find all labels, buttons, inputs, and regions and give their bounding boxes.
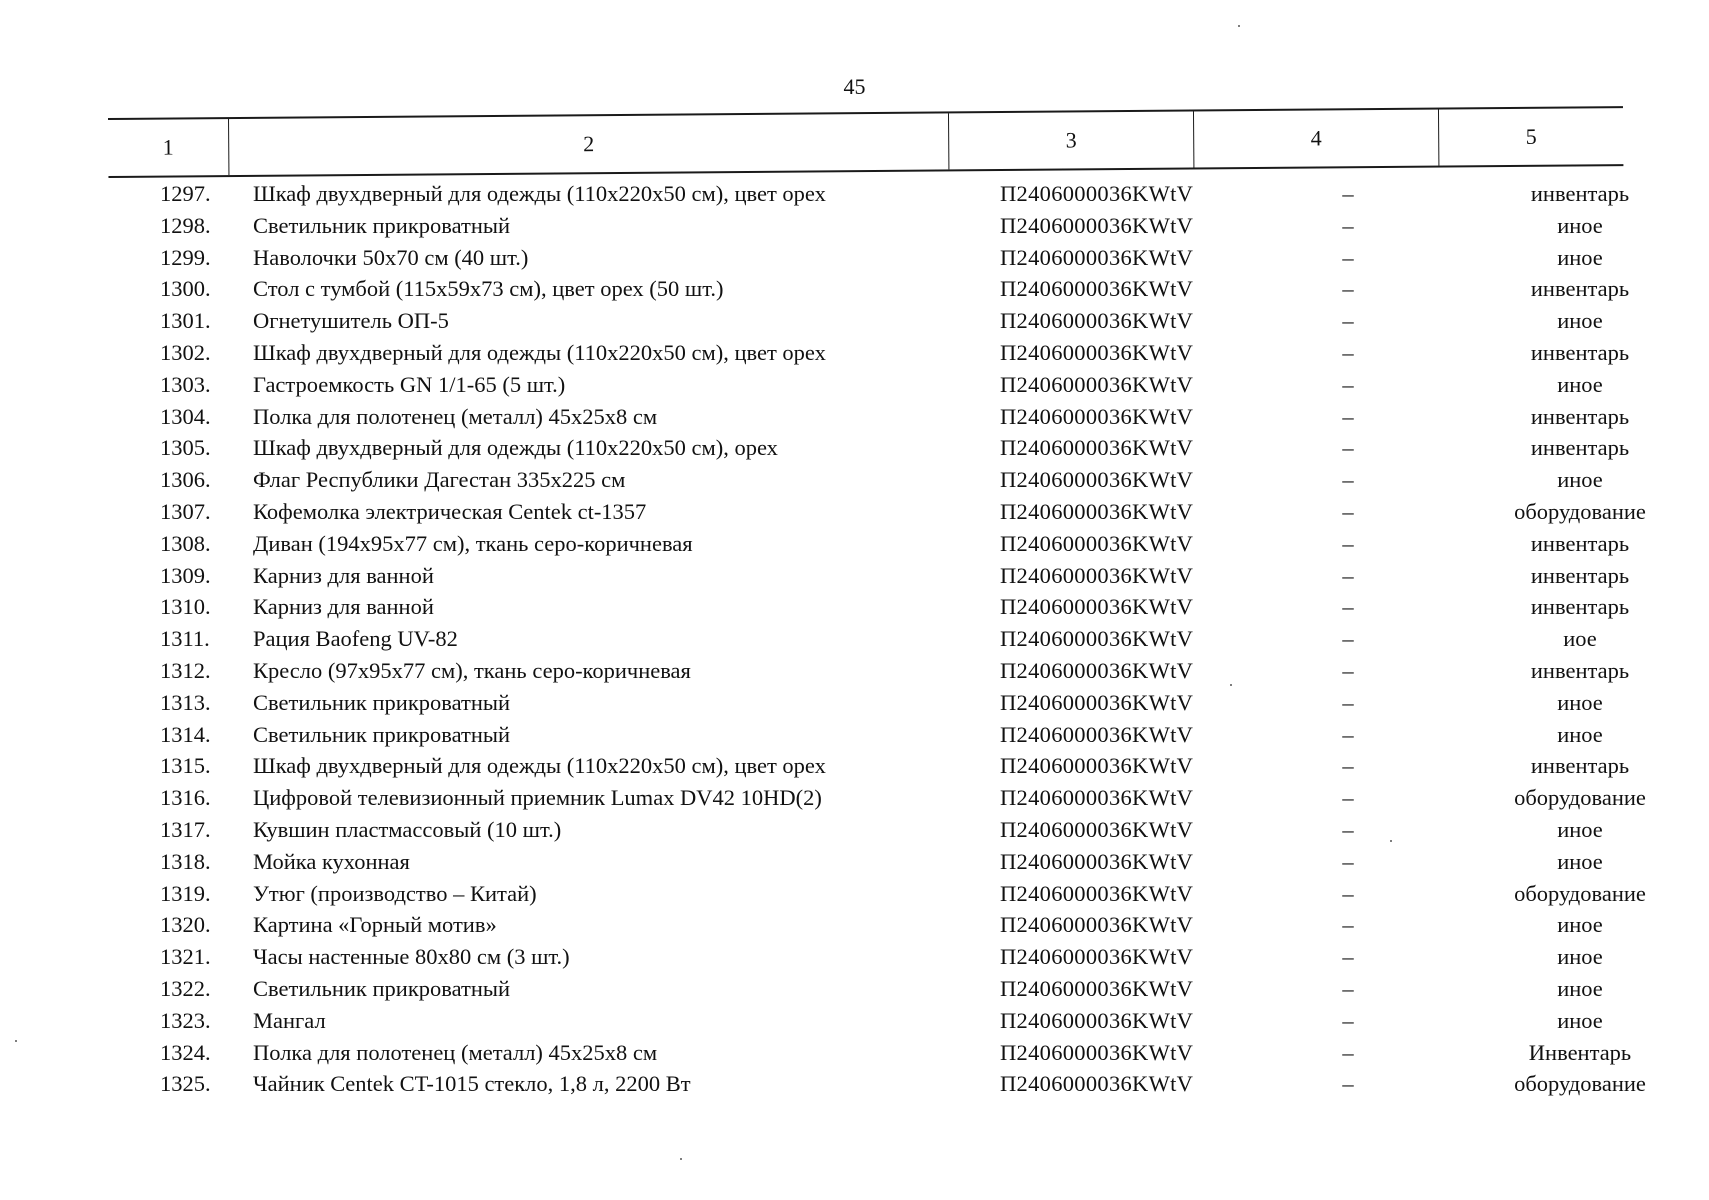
row-item-name: Часы настенные 80х80 см (3 шт.) <box>253 944 570 970</box>
row-code: П2406000036KWtV <box>1000 689 1194 715</box>
row-number: 1313. <box>160 689 211 715</box>
table-row <box>108 814 1638 846</box>
row-number: 1323. <box>160 1007 211 1033</box>
row-number: 1314. <box>160 721 211 747</box>
row-dash: – <box>1342 657 1354 683</box>
table-header <box>108 106 1623 178</box>
row-dash: – <box>1342 816 1354 842</box>
row-item-name: Диван (194х95х77 см), ткань серо-коричневая <box>253 530 693 556</box>
row-number: 1312. <box>160 657 211 683</box>
row-number: 1324. <box>160 1039 211 1065</box>
scan-speck <box>1390 840 1392 842</box>
row-code: П2406000036KWtV <box>1000 657 1194 683</box>
row-code: П2406000036KWtV <box>1000 308 1194 334</box>
table-row <box>108 560 1638 592</box>
row-code: П2406000036KWtV <box>1000 403 1194 429</box>
row-item-name: Карниз для ванной <box>253 562 434 588</box>
row-item-name: Огнетушитель ОП-5 <box>253 308 449 334</box>
row-item-name: Шкаф двухдверный для одежды (110х220х50 см), цвет орех <box>253 339 826 365</box>
row-code: П2406000036KWtV <box>1000 753 1194 779</box>
row-type: инвентарь <box>1530 435 1630 461</box>
row-code: П2406000036KWtV <box>1000 880 1194 906</box>
row-dash: – <box>1342 689 1354 715</box>
table-row <box>108 878 1646 910</box>
row-dash: – <box>1342 785 1354 811</box>
row-item-name: Светильник прикроватный <box>253 975 511 1001</box>
row-number: 1310. <box>160 594 211 620</box>
row-item-name: Полка для полотенец (металл) 45х25х8 см <box>253 403 658 429</box>
row-type: инвентарь <box>1530 276 1630 302</box>
row-number: 1299. <box>160 244 211 270</box>
row-type: иное <box>1557 689 1603 715</box>
table-row <box>108 337 1638 369</box>
row-item-name: Мойка кухонная <box>253 848 410 874</box>
row-item-name: Стол с тумбой (115х59х73 см), цвет орех (50 шт.) <box>253 276 724 302</box>
row-number: 1304. <box>160 403 211 429</box>
row-code: П2406000036KWtV <box>1000 244 1194 270</box>
row-type: оборудование <box>1514 785 1646 811</box>
row-code: П2406000036KWtV <box>1000 1039 1194 1065</box>
row-type: Инвентарь <box>1528 1039 1632 1065</box>
table-row <box>108 719 1638 751</box>
table-row <box>108 1005 1638 1037</box>
table-row <box>108 655 1638 687</box>
row-type: иное <box>1557 721 1603 747</box>
row-number: 1317. <box>160 816 211 842</box>
table-row <box>108 369 1638 401</box>
page-number: 45 <box>843 74 866 99</box>
row-dash: – <box>1342 276 1354 302</box>
row-number: 1309. <box>160 562 211 588</box>
table-row <box>108 750 1638 782</box>
table-row <box>108 623 1638 655</box>
row-dash: – <box>1342 848 1354 874</box>
row-code: П2406000036KWtV <box>1000 276 1194 302</box>
table-row <box>108 591 1638 623</box>
row-type: иное <box>1557 308 1603 334</box>
row-code: П2406000036KWtV <box>1000 339 1194 365</box>
row-code: П2406000036KWtV <box>1000 721 1194 747</box>
row-number: 1298. <box>160 212 211 238</box>
row-code: П2406000036KWtV <box>1000 1071 1194 1097</box>
table-row <box>108 210 1638 242</box>
row-item-name: Гастроемкость GN 1/1-65 (5 шт.) <box>253 371 566 397</box>
row-code: П2406000036KWtV <box>1000 594 1194 620</box>
row-item-name: Светильник прикроватный <box>253 212 511 238</box>
scan-speck <box>680 1158 682 1160</box>
row-number: 1311. <box>160 626 210 652</box>
row-type: иное <box>1557 212 1603 238</box>
row-item-name: Светильник прикроватный <box>253 689 511 715</box>
row-dash: – <box>1342 594 1354 620</box>
row-number: 1301. <box>160 308 211 334</box>
table-row <box>108 496 1646 528</box>
row-number: 1322. <box>160 975 211 1001</box>
row-number: 1319. <box>160 880 211 906</box>
row-item-name: Наволочки 50х70 см (40 шт.) <box>253 244 529 270</box>
row-type: иное <box>1557 371 1603 397</box>
header-col-2: 2 <box>228 113 948 175</box>
row-code: П2406000036KWtV <box>1000 848 1194 874</box>
header-col-4: 4 <box>1193 110 1438 168</box>
row-dash: – <box>1342 244 1354 270</box>
header-col-3: 3 <box>948 111 1193 169</box>
row-dash: – <box>1342 467 1354 493</box>
row-type: инвентарь <box>1530 594 1630 620</box>
row-dash: – <box>1342 1007 1354 1033</box>
table-row <box>108 432 1638 464</box>
table-row <box>108 273 1638 305</box>
row-number: 1316. <box>160 785 211 811</box>
table-row <box>108 464 1638 496</box>
row-type: иное <box>1557 975 1603 1001</box>
table-row <box>108 528 1638 560</box>
row-dash: – <box>1342 1071 1354 1097</box>
row-code: П2406000036KWtV <box>1000 212 1194 238</box>
row-item-name: Светильник прикроватный <box>253 721 511 747</box>
row-number: 1308. <box>160 530 211 556</box>
row-item-name: Полка для полотенец (металл) 45х25х8 см <box>253 1039 658 1065</box>
table-row <box>108 941 1638 973</box>
table-row <box>108 909 1638 941</box>
row-code: П2406000036KWtV <box>1000 435 1194 461</box>
row-item-name: Кувшин пластмассовый (10 шт.) <box>253 816 562 842</box>
row-type: инвентарь <box>1530 753 1630 779</box>
row-number: 1297. <box>160 181 211 206</box>
table-row <box>108 687 1638 719</box>
row-type: иное <box>1557 848 1603 874</box>
table-row <box>108 1068 1646 1100</box>
row-dash: – <box>1342 498 1354 524</box>
row-dash: – <box>1342 626 1354 652</box>
row-code: П2406000036KWtV <box>1000 562 1194 588</box>
row-dash: – <box>1342 1039 1354 1065</box>
row-code: П2406000036KWtV <box>1000 912 1194 938</box>
row-number: 1321. <box>160 944 211 970</box>
row-type: инвентарь <box>1530 339 1630 365</box>
row-type: инвентарь <box>1530 530 1630 556</box>
row-number: 1302. <box>160 339 211 365</box>
row-type: иное <box>1557 244 1603 270</box>
table-row <box>108 242 1638 274</box>
table-row <box>108 401 1638 433</box>
row-dash: – <box>1342 212 1354 238</box>
row-code: П2406000036KWtV <box>1000 498 1194 524</box>
row-type: инвентарь <box>1530 657 1630 683</box>
row-code: П2406000036KWtV <box>1000 975 1194 1001</box>
table-row <box>108 846 1638 878</box>
row-item-name: Шкаф двухдверный для одежды (110х220х50 см), цвет орех <box>253 181 826 206</box>
row-number: 1320. <box>160 912 211 938</box>
row-dash: – <box>1342 912 1354 938</box>
row-dash: – <box>1342 880 1354 906</box>
table-row <box>108 973 1638 1005</box>
row-item-name: Чайник Centek CT-1015 стекло, 1,8 л, 2200 Вт <box>253 1071 691 1097</box>
row-type: инвентарь <box>1530 403 1630 429</box>
row-dash: – <box>1342 944 1354 970</box>
row-dash: – <box>1342 181 1354 206</box>
table-row <box>108 782 1646 814</box>
row-item-name: Утюг (производство – Китай) <box>253 880 537 906</box>
row-type: иное <box>1557 816 1603 842</box>
row-dash: – <box>1342 562 1354 588</box>
row-type: иное <box>1557 467 1603 493</box>
row-code: П2406000036KWtV <box>1000 371 1194 397</box>
row-code: П2406000036KWtV <box>1000 785 1194 811</box>
row-dash: – <box>1342 721 1354 747</box>
header-col-5: 5 <box>1438 108 1623 165</box>
row-number: 1318. <box>160 848 211 874</box>
row-type: иное <box>1557 944 1603 970</box>
row-code: П2406000036KWtV <box>1000 1007 1194 1033</box>
row-dash: – <box>1342 530 1354 556</box>
row-item-name: Мангал <box>253 1007 326 1033</box>
row-item-name: Кофемолка электрическая Centek ct-1357 <box>253 498 647 524</box>
row-type: иное <box>1557 1007 1603 1033</box>
row-item-name: Картина «Горный мотив» <box>253 912 497 938</box>
table-row <box>108 178 1638 210</box>
row-number: 1303. <box>160 371 211 397</box>
row-type: иое <box>1563 626 1597 652</box>
row-code: П2406000036KWtV <box>1000 944 1194 970</box>
scan-speck <box>1230 684 1232 686</box>
row-dash: – <box>1342 339 1354 365</box>
row-number: 1306. <box>160 467 211 493</box>
row-code: П2406000036KWtV <box>1000 181 1194 206</box>
row-type: оборудование <box>1514 1071 1646 1097</box>
row-type: оборудование <box>1514 880 1646 906</box>
header-col-1: 1 <box>162 134 174 160</box>
row-number: 1325. <box>160 1071 211 1097</box>
row-dash: – <box>1342 753 1354 779</box>
row-number: 1307. <box>160 498 211 524</box>
row-item-name: Кресло (97х95х77 см), ткань серо-коричневая <box>253 657 691 683</box>
row-dash: – <box>1342 371 1354 397</box>
row-item-name: Шкаф двухдверный для одежды (110х220х50 см), цвет орех <box>253 753 826 779</box>
row-dash: – <box>1342 308 1354 334</box>
row-item-name: Рация Baofeng UV-82 <box>253 626 458 652</box>
row-number: 1300. <box>160 276 211 302</box>
row-number: 1315. <box>160 753 211 779</box>
row-dash: – <box>1342 975 1354 1001</box>
row-code: П2406000036KWtV <box>1000 530 1194 556</box>
row-dash: – <box>1342 435 1354 461</box>
row-dash: – <box>1342 403 1354 429</box>
scan-speck <box>15 1040 17 1042</box>
row-item-name: Карниз для ванной <box>253 594 434 620</box>
table-body <box>108 178 1646 1100</box>
row-number: 1305. <box>160 435 211 461</box>
row-item-name: Цифровой телевизионный приемник Lumax DV42 10HD(2) <box>253 785 822 811</box>
row-type: оборудование <box>1514 498 1646 524</box>
row-type: иное <box>1557 912 1603 938</box>
row-code: П2406000036KWtV <box>1000 816 1194 842</box>
row-type: инвентарь <box>1530 181 1630 206</box>
row-type: инвентарь <box>1530 562 1630 588</box>
row-code: П2406000036KWtV <box>1000 626 1194 652</box>
row-item-name: Шкаф двухдверный для одежды (110х220х50 см), орех <box>253 435 778 461</box>
table-row <box>108 1037 1638 1069</box>
row-code: П2406000036KWtV <box>1000 467 1194 493</box>
row-item-name: Флаг Республики Дагестан 335х225 см <box>253 467 626 493</box>
scan-speck <box>1238 25 1240 27</box>
table-row <box>108 305 1638 337</box>
